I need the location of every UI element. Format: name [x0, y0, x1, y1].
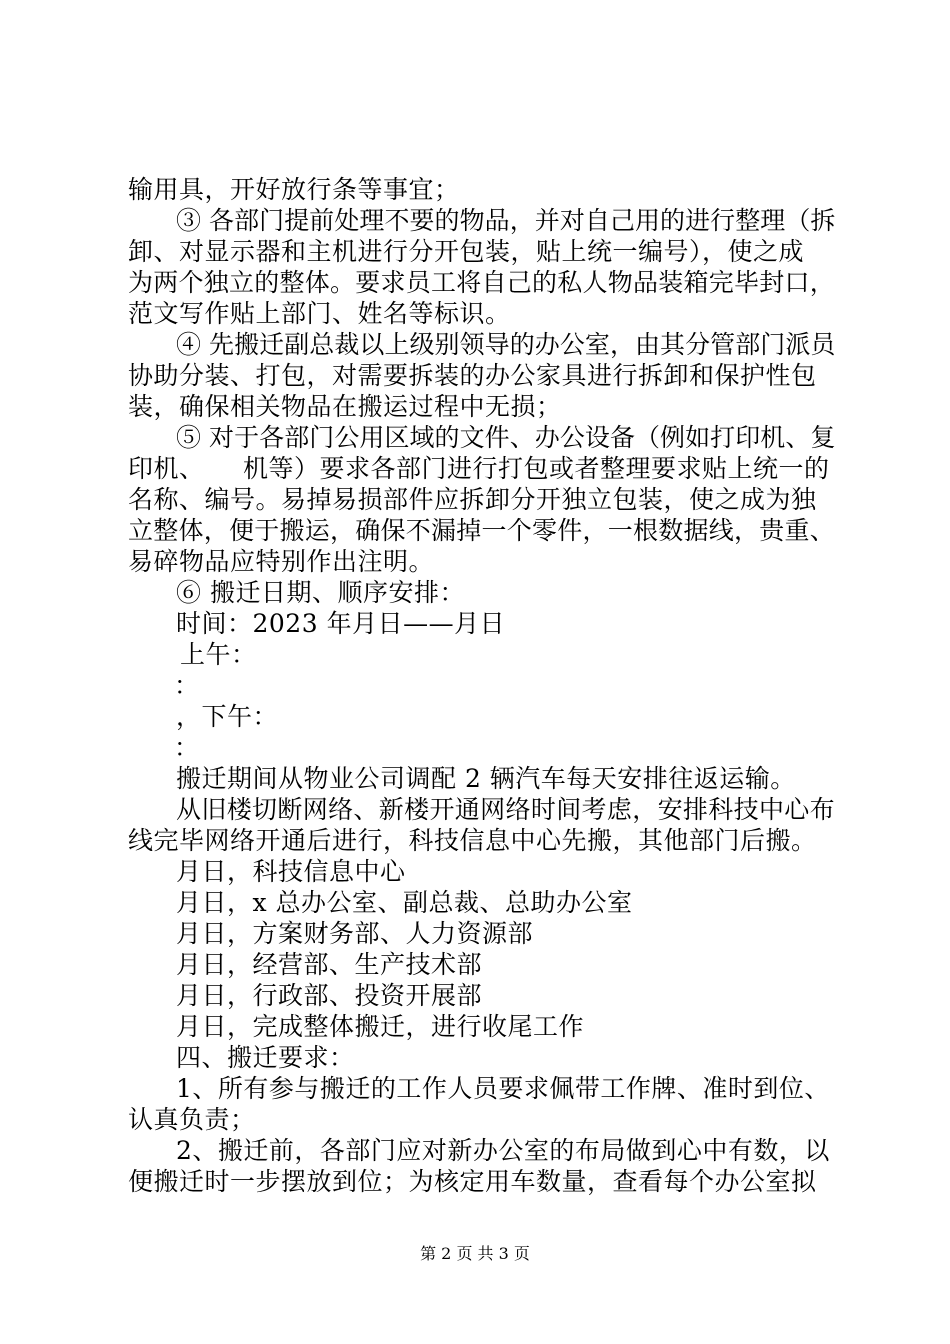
text-line: ⑥ 搬迁日期、顺序安排：: [176, 578, 465, 607]
text-line: 搬迁期间从物业公司调配 2 辆汽车每天安排往返运输。: [176, 764, 796, 793]
text-line: ⑤ 对于各部门公用区域的文件、办公设备（例如打印机、复: [176, 423, 836, 452]
text-line: 月日，经营部、生产技术部: [176, 950, 483, 979]
text-line: ④ 先搬迁副总裁以上级别领导的办公室，由其分管部门派员: [176, 330, 836, 359]
text-line: 为两个独立的整体。要求员工将自己的私人物品装箱完毕封口，: [128, 268, 836, 297]
text-line: 立整体，便于搬运，确保不漏掉一个零件，一根数据线，贵重、: [128, 516, 836, 545]
text-line: 认真负责；: [128, 1105, 256, 1134]
text-line: 输用具，开好放行条等事宜；: [128, 175, 460, 204]
text-line: 装，确保相关物品在搬运过程中无损；: [128, 392, 562, 421]
text-line: 2、搬迁前，各部门应对新办公室的布局做到心中有数，以: [176, 1136, 830, 1165]
page-number-footer: 第 2 页 共 3 页: [420, 1244, 530, 1263]
text-line: 从旧楼切断网络、新楼开通网络时间考虑，安排科技中心布: [176, 795, 836, 824]
text-line: ：: [174, 733, 200, 762]
text-line: 四、搬迁要求：: [176, 1043, 355, 1072]
text-line: 月日，x 总办公室、副总裁、总助办公室: [176, 888, 633, 917]
text-line: 协助分装、打包，对需要拆装的办公家具进行拆卸和保护性包: [128, 361, 817, 390]
text-line: ：: [174, 671, 200, 700]
text-line: 月日，行政部、投资开展部: [176, 981, 483, 1010]
text-line: ，下午：: [176, 702, 279, 731]
text-line: 月日，方案财务部、人力资源部: [176, 919, 534, 948]
text-line: 名称、编号。易掉易损部件应拆卸分开独立包装，使之成为独: [128, 485, 817, 514]
text-line: 易碎物品应特别作出注明。: [128, 547, 435, 576]
text-line: 便搬迁时一步摆放到位；为核定用车数量，查看每个办公室拟: [128, 1167, 817, 1196]
text-line: 月日，完成整体搬迁，进行收尾工作: [176, 1012, 585, 1041]
text-line: 时间：2023 年月日——月日: [176, 609, 506, 638]
text-line: 1、所有参与搬迁的工作人员要求佩带工作牌、准时到位、: [176, 1074, 830, 1103]
text-line: 卸、对显示器和主机进行分开包装，贴上统一编号），使之成: [128, 237, 805, 266]
text-line: 印机、 机等）要求各部门进行打包或者整理要求贴上统一的: [128, 454, 830, 483]
text-line: 上午：: [180, 640, 257, 669]
text-line: 范文写作贴上部门、姓名等标识。: [128, 299, 511, 328]
text-line: 月日，科技信息中心: [176, 857, 406, 886]
text-line: ③ 各部门提前处理不要的物品，并对自己用的进行整理（拆: [176, 206, 836, 235]
text-line: 线完毕网络开通后进行，科技信息中心先搬，其他部门后搬。: [128, 826, 817, 855]
